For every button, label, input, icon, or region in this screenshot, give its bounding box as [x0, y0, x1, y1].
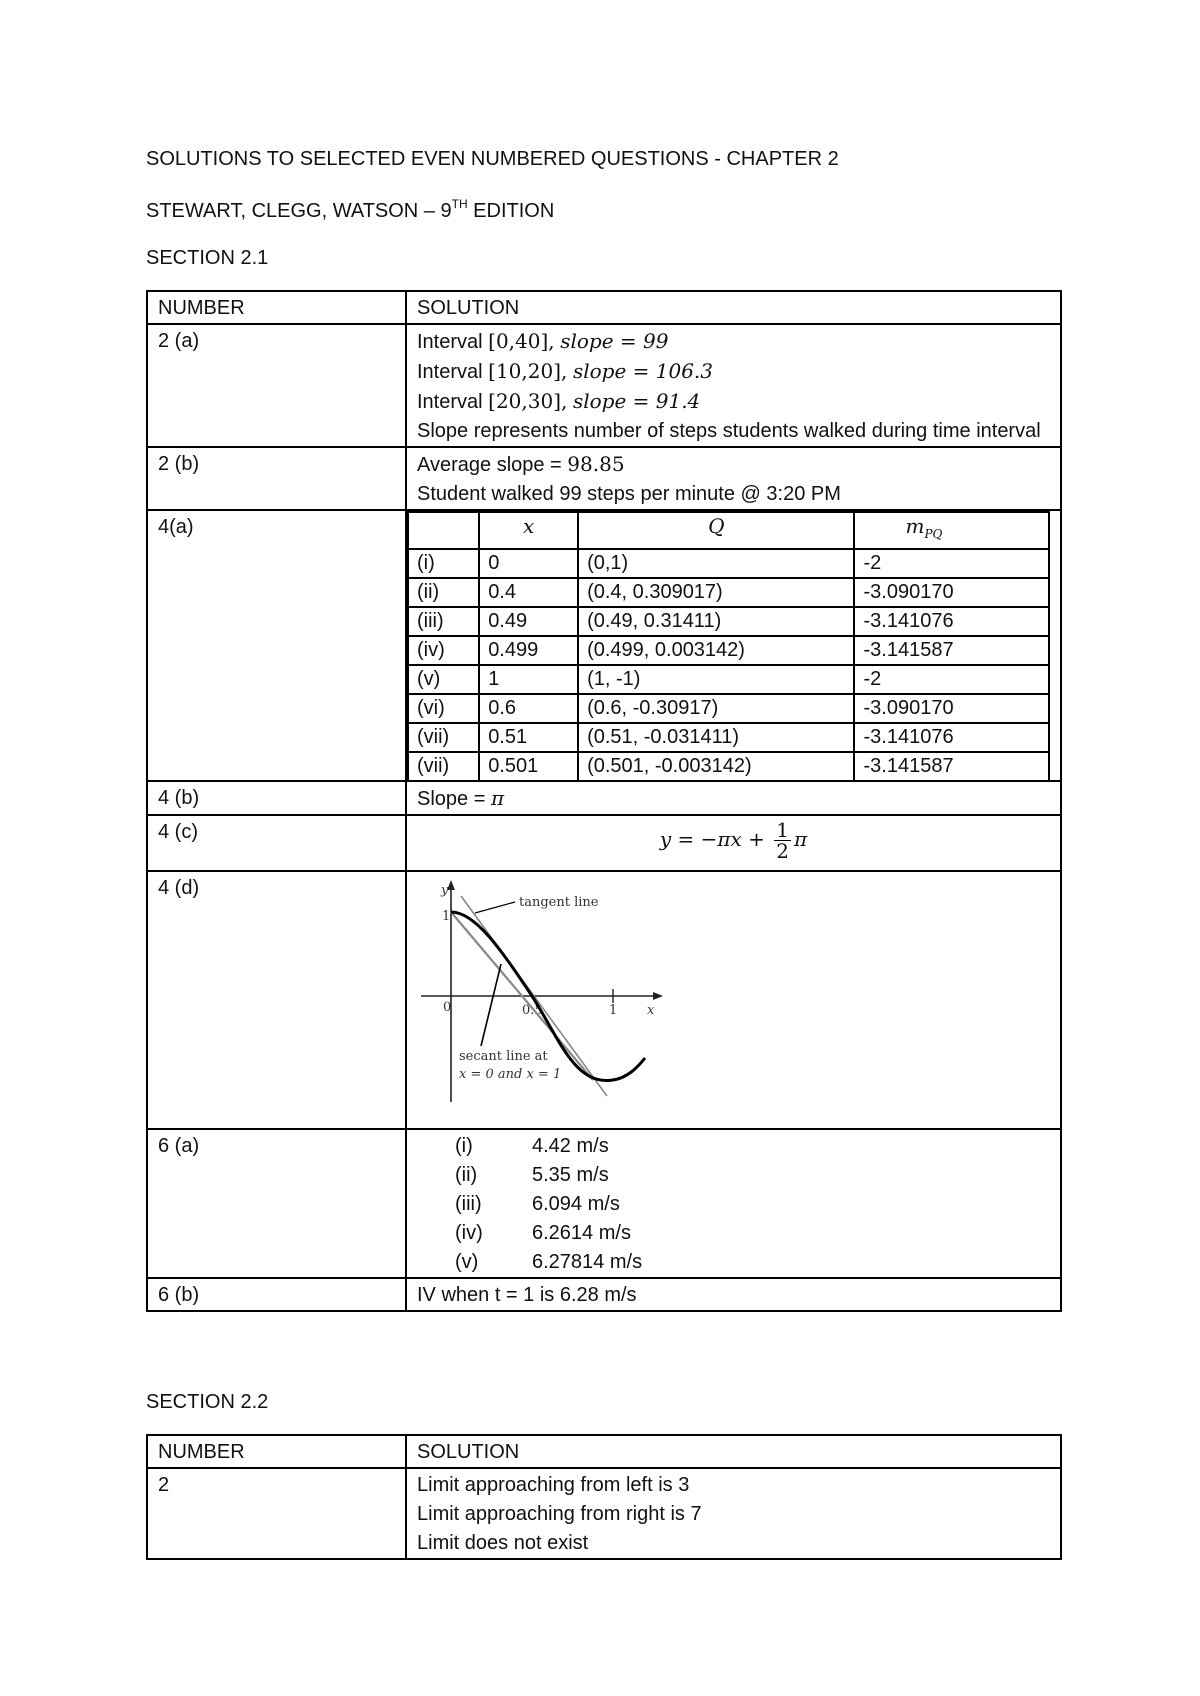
slope-value: -3.090170 [854, 578, 1049, 607]
secant-slopes-table [407, 511, 1050, 782]
x-value: 0.49 [479, 607, 578, 636]
question-number: 4 (d) [147, 871, 406, 1129]
velocity-item-label: (v) [455, 1251, 479, 1273]
col-number-header: NUMBER [147, 1435, 406, 1468]
velocity-item [455, 1190, 1050, 1219]
velocity-item-value: 4.42 m/s [532, 1135, 609, 1157]
q-point: (0.51, -0.031411) [578, 723, 854, 752]
velocity-item [455, 1248, 1050, 1277]
interval-line: Interval [0,40], slope = 99 [417, 329, 669, 353]
col-solution-header: SOLUTION [406, 291, 1061, 324]
x-value: 0 [479, 549, 578, 578]
velocity-item [455, 1219, 1050, 1248]
table-row [147, 781, 1061, 815]
table-row [147, 510, 1061, 781]
inner-header-mpq: $m_{PQ}$ [854, 512, 1049, 549]
x-axis-arrow [653, 992, 663, 1000]
x-value: 0.499 [479, 636, 578, 665]
average-slope-line: Average slope = 98.85 [417, 452, 625, 476]
inner-table-row [408, 607, 1049, 636]
slope-value: -2 [854, 549, 1049, 578]
table-row [147, 1468, 1061, 1559]
question-number: 6 (a) [147, 1129, 406, 1278]
table-header-row [147, 291, 1061, 324]
velocity-item-label: (iii) [455, 1193, 482, 1215]
secant-pointer [481, 964, 501, 1046]
q-point: (0,1) [578, 549, 854, 578]
velocity-item-value: 5.35 m/s [532, 1164, 609, 1186]
col-solution-header: SOLUTION [406, 1435, 1061, 1468]
q-point: (0.501, -0.003142) [578, 752, 854, 781]
q-point: (0.49, 0.31411) [578, 607, 854, 636]
limit-left-line: Limit approaching from left is 3 [417, 1474, 690, 1496]
table-row [147, 1129, 1061, 1278]
inner-header-label [408, 512, 479, 549]
solution-cell [406, 1468, 1061, 1559]
row-label: (iii) [408, 607, 479, 636]
section-2-1-table [146, 290, 1062, 1312]
tangent-label: tangent line [519, 895, 599, 910]
question-number: 2 (b) [147, 447, 406, 510]
slope-value: -3.141076 [854, 723, 1049, 752]
row-label: (iv) [408, 636, 479, 665]
tangent-equation-cell: y = −πx + $\frac{1}{2}$ π [406, 815, 1061, 871]
solution-cell: IV when t = 1 is 6.28 m/s [406, 1278, 1061, 1311]
section-2-2-heading: SECTION 2.2 [146, 1391, 269, 1413]
velocity-item [455, 1161, 1050, 1190]
solution-cell [406, 510, 1061, 781]
solution-cell [406, 1129, 1061, 1278]
slope-value: -3.141587 [854, 636, 1049, 665]
question-number: 6 (b) [147, 1278, 406, 1311]
solution-cell: Slope = π [406, 781, 1061, 815]
question-number: 4 (c) [147, 815, 406, 871]
inner-header-q: Q [578, 512, 854, 549]
steps-line: Student walked 99 steps per minute @ 3:20 PM [417, 483, 841, 505]
inner-header-row [408, 512, 1049, 549]
q-point: (1, -1) [578, 665, 854, 694]
inner-table-row [408, 723, 1049, 752]
table-row [147, 1278, 1061, 1311]
table-row [147, 447, 1061, 510]
question-number: 2 [147, 1468, 406, 1559]
x-one-label: 1 [609, 1003, 618, 1018]
y-one-label: 1 [442, 909, 451, 924]
slope-value: -3.141587 [854, 752, 1049, 781]
fraction-one-half: $\frac{1}{2}$ [776, 818, 789, 863]
velocity-item [455, 1132, 1050, 1161]
x-value: 1 [479, 665, 578, 694]
x-value: 0.4 [479, 578, 578, 607]
x-value: 0.501 [479, 752, 578, 781]
row-label: (vii) [408, 752, 479, 781]
velocity-item-label: (ii) [455, 1164, 478, 1186]
section-2-1-heading: SECTION 2.1 [146, 247, 269, 269]
velocity-item-value: 6.094 m/s [532, 1193, 620, 1215]
q-point: (0.4, 0.309017) [578, 578, 854, 607]
section-2-2-table [146, 1434, 1062, 1560]
inner-table-row [408, 665, 1049, 694]
velocity-item-value: 6.27814 m/s [532, 1251, 643, 1273]
table-header-row [147, 1435, 1061, 1468]
table-row [147, 815, 1061, 871]
x-axis-label: x [647, 1003, 655, 1018]
solution-cell [406, 447, 1061, 510]
col-number-header: NUMBER [147, 291, 406, 324]
inner-header-x: x [479, 512, 578, 549]
interval-line: Interval [20,30], slope = 91.4 [417, 389, 701, 413]
row-label: (vi) [408, 694, 479, 723]
secant-label-line1: secant line at [459, 1049, 548, 1064]
inner-table-row [408, 694, 1049, 723]
row-label: (v) [408, 665, 479, 694]
question-number: 2 (a) [147, 324, 406, 447]
tangent-pointer [475, 902, 515, 913]
table-row [147, 871, 1061, 1129]
question-number: 4 (b) [147, 781, 406, 815]
row-label: (i) [408, 549, 479, 578]
limit-right-line: Limit approaching from right is 7 [417, 1503, 702, 1525]
x-value: 0.6 [479, 694, 578, 723]
solution-cell [406, 324, 1061, 447]
velocity-item-label: (i) [455, 1135, 473, 1157]
slope-value: -2 [854, 665, 1049, 694]
velocity-list [417, 1132, 1050, 1277]
document-title: SOLUTIONS TO SELECTED EVEN NUMBERED QUESTIONS - CHAPTER 2 [146, 148, 839, 170]
q-point: (0.499, 0.003142) [578, 636, 854, 665]
slope-note: Slope represents number of steps students walked during time interval [417, 420, 1041, 442]
slope-value: -3.141076 [854, 607, 1049, 636]
velocity-item-value: 6.2614 m/s [532, 1222, 631, 1244]
inner-table-row [408, 752, 1049, 781]
q-point: (0.6, -0.30917) [578, 694, 854, 723]
tangent-secant-graph [415, 878, 675, 1112]
graph-cell [406, 871, 1061, 1129]
table-row [147, 324, 1061, 447]
inner-table-row [408, 636, 1049, 665]
y-axis-label: y [441, 883, 449, 898]
inner-table-row [408, 549, 1049, 578]
secant-label-line2: x = 0 and x = 1 [459, 1067, 562, 1082]
row-label: (vii) [408, 723, 479, 752]
limit-conclusion-line: Limit does not exist [417, 1532, 589, 1554]
document-authors: STEWART, CLEGG, WATSON – 9TH EDITION [146, 197, 555, 222]
interval-line: Interval [10,20], slope = 106.3 [417, 359, 714, 383]
half-label: 0.5 [522, 1003, 543, 1018]
inner-table-row [408, 578, 1049, 607]
question-number: 4(a) [147, 510, 406, 781]
row-label: (ii) [408, 578, 479, 607]
velocity-item-label: (iv) [455, 1222, 483, 1244]
origin-label: 0 [443, 1000, 452, 1015]
slope-value: -3.090170 [854, 694, 1049, 723]
x-value: 0.51 [479, 723, 578, 752]
